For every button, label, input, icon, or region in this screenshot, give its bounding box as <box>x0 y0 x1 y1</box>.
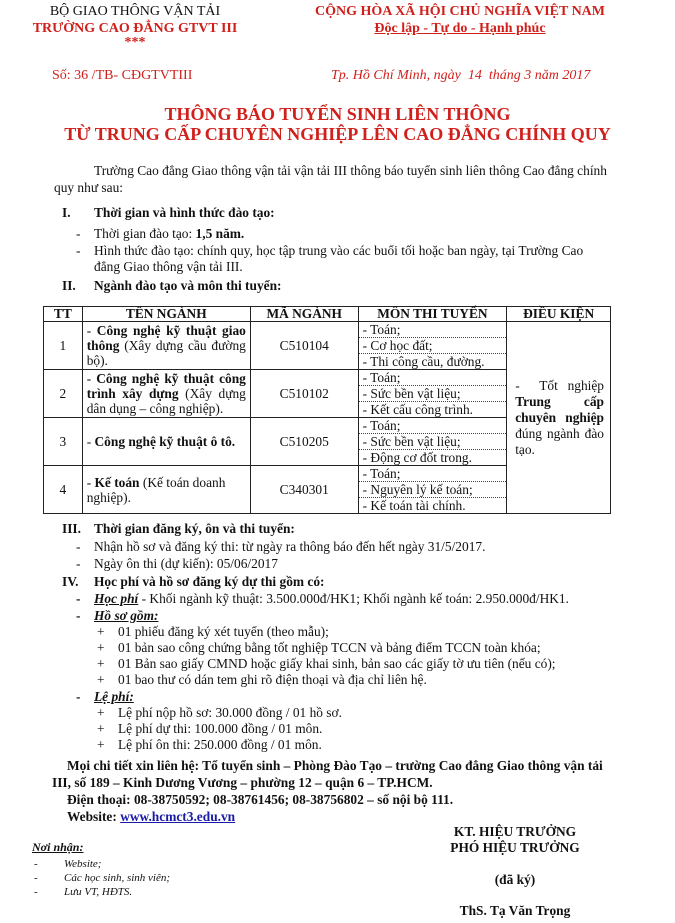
fee-item: Lệ phí ôn thi: 250.000 đồng / 01 môn. <box>118 737 322 752</box>
section4-heading: Học phí và hồ sơ đăng ký dự thi gồm có: <box>94 574 325 589</box>
training-form-line2: đẳng Giao thông vận tải III. <box>94 259 243 274</box>
training-duration-value: 1,5 năm. <box>195 226 245 241</box>
tuition-fee-text: - Khối ngành kỹ thuật: 3.500.000đ/HK1; Khối ngành kế toán: 2.950.000đ/HK1. <box>138 591 569 606</box>
subject-item: - Sức bền vật liệu; <box>359 434 507 450</box>
website-label: Website: <box>67 809 121 824</box>
exam-subjects <box>358 370 507 418</box>
program-name: - Công nghệ kỹ thuật giao thông (Xây dựng cầu đường bộ). <box>82 322 250 370</box>
plus-bullet: + <box>97 640 105 655</box>
row-number: 2 <box>44 370 83 418</box>
condition-level: Trung cấp chuyên nghiệp <box>515 393 604 425</box>
review-date: Ngày ôn thi (dự kiến): 05/06/2017 <box>94 556 278 571</box>
program-code: C510102 <box>250 370 358 418</box>
subject-item: - Toán; <box>359 370 507 386</box>
bullet-dash: - <box>76 556 81 571</box>
header-exam-subjects: MÔN THI TUYỂN <box>358 307 507 322</box>
program-code: C510104 <box>250 322 358 370</box>
contact-website <box>67 809 235 825</box>
document-item: 01 bao thư có dán tem ghi rõ điện thoại và địa chỉ liên hệ. <box>118 672 427 687</box>
section1-number: I. <box>62 205 71 220</box>
table-header-row <box>44 307 611 322</box>
program-name-main: Kế toán <box>94 474 140 490</box>
header-tt: TT <box>44 307 83 322</box>
program-name-detail: (Xây dựng dân dụng – công nghiệp). <box>86 386 246 416</box>
signer-role-2: PHÓ HIỆU TRƯỞNG <box>450 840 580 855</box>
subject-item: - Cơ học đất; <box>359 338 507 354</box>
bullet-dash: - <box>34 858 38 870</box>
program-code: C340301 <box>250 466 358 514</box>
row-number: 3 <box>44 418 83 466</box>
subject-item: - Kết cấu công trình. <box>362 402 474 417</box>
republic-name: CỘNG HÒA XÃ HỘI CHỦ NGHĨA VIỆT NAM <box>314 4 605 19</box>
bullet-dash: - <box>76 591 81 606</box>
plus-bullet: + <box>97 656 105 671</box>
registration-period: Nhận hồ sơ và đăng ký thi: từ ngày ra thông báo đến hết ngày 31/5/2017. <box>94 539 486 554</box>
tuition-fee <box>94 591 569 607</box>
subject-item: - Nguyên lý kế toán; <box>359 482 507 498</box>
subject-item: - Toán; <box>359 322 507 338</box>
signer-name: ThS. Tạ Văn Trọng <box>459 903 571 918</box>
ministry-name: BỘ GIAO THÔNG VẬN TẢI <box>49 4 221 19</box>
document-item: 01 phiếu đăng ký xét tuyển (theo mẫu); <box>118 624 329 639</box>
program-name: - Công nghệ kỹ thuật ô tô. <box>82 418 250 466</box>
website-link[interactable]: www.hcmct3.edu.vn <box>120 809 236 824</box>
exam-subjects <box>358 466 507 514</box>
bullet-dash: - <box>76 539 81 554</box>
fee-item: Lệ phí nộp hồ sơ: 30.000 đồng / 01 hồ sơ. <box>118 705 342 720</box>
notice-title-line2: TỪ TRUNG CẤP CHUYÊN NGHIỆP LÊN CAO ĐẲNG CHÍNH QUY <box>64 124 611 144</box>
section3-heading: Thời gian đăng ký, ôn và thi tuyển: <box>94 521 295 536</box>
program-name-main: Công nghệ kỹ thuật giao thông <box>86 323 246 353</box>
subject-item: - Sức bền vật liệu; <box>359 386 507 402</box>
program-name-main: Công nghệ kỹ thuật ô tô. <box>94 434 236 449</box>
subject-item: - Toán; <box>359 418 507 434</box>
bullet-dash: - <box>76 243 81 258</box>
bullet-dash: - <box>76 226 81 241</box>
section2-number: II. <box>62 278 76 293</box>
subject-item: - Kế toán tài chính. <box>362 498 466 513</box>
intro-line2: quy như sau: <box>54 180 123 195</box>
recipient-item: Website; <box>64 858 102 870</box>
subject-item: - Thi công cầu, đường. <box>362 354 485 369</box>
header-program-code: MÃ NGÀNH <box>250 307 358 322</box>
condition-prefix: Tốt nghiệp <box>539 377 605 393</box>
recipients-title: Nơi nhận: <box>32 840 84 854</box>
contact-line1: Mọi chi tiết xin liên hệ: Tổ tuyển sinh – Phòng Đào Tạo – trường Cao đẳng Giao thông vận tải <box>67 758 603 773</box>
row-number: 1 <box>44 322 83 370</box>
plus-bullet: + <box>97 672 105 687</box>
subject-item: - Động cơ đốt trong. <box>362 450 472 465</box>
recipient-item: Các học sinh, sinh viên; <box>64 872 171 884</box>
intro-line1: Trường Cao đẳng Giao thông vận tải vận tải III thông báo tuyển sinh liên thông Cao đẳng chính <box>94 163 607 178</box>
fees-label: Lệ phí: <box>94 689 134 704</box>
contact-phone: Điện thoại: 08-38750592; 08-38761456; 08-38756802 – số nội bộ 111. <box>67 792 454 807</box>
plus-bullet: + <box>97 624 105 639</box>
bullet-dash: - <box>76 689 81 704</box>
section3-number: III. <box>62 521 81 536</box>
signed-note: (đã ký) <box>494 872 536 887</box>
stars-divider: *** <box>124 35 146 50</box>
document-number: Số: 36 /TB- CĐGTVTIII <box>52 68 193 83</box>
school-name: TRƯỜNG CAO ĐẲNG GTVT III <box>32 21 238 36</box>
training-form-line1: Hình thức đào tạo: chính quy, học tập trung vào các buổi tối hoặc ban ngày, tại Trường Cao <box>94 243 584 258</box>
contact-line2: III, số 189 – Kinh Dương Vương – phường 12 – quận 6 – TP.HCM. <box>52 775 433 790</box>
training-duration <box>94 226 244 242</box>
plus-bullet: + <box>97 721 105 736</box>
program-name: - Công nghệ kỹ thuật công trình xây dựng (Xây dựng dân dụng – công nghiệp). <box>82 370 250 418</box>
program-code: C510205 <box>250 418 358 466</box>
exam-subjects <box>358 418 507 466</box>
program-name-detail: (Xây dựng cầu đường bộ). <box>86 338 246 368</box>
tuition-fee-label: Học phí <box>94 591 139 606</box>
recipient-item: Lưu VT, HĐTS. <box>64 886 133 898</box>
program-name-detail: (Kế toán doanh nghiệp). <box>86 474 226 505</box>
training-duration-label: Thời gian đào tạo: <box>94 226 196 241</box>
section4-number: IV. <box>62 574 79 589</box>
program-name: - Kế toán (Kế toán doanh nghiệp). <box>82 466 250 514</box>
signer-role-1: KT. HIỆU TRƯỞNG <box>453 824 577 839</box>
programs-table <box>43 306 611 514</box>
fee-item: Lệ phí dự thi: 100.000 đồng / 01 môn. <box>118 721 323 736</box>
document-item: 01 Bản sao giấy CMND hoặc giấy khai sinh, bản sao các giấy tờ ưu tiên (nếu có); <box>118 656 556 671</box>
table-row <box>44 322 611 370</box>
exam-subjects <box>358 322 507 370</box>
plus-bullet: + <box>97 737 105 752</box>
header-program-name: TÊN NGÀNH <box>82 307 250 322</box>
notice-title-line1: THÔNG BÁO TUYỂN SINH LIÊN THÔNG <box>164 104 511 124</box>
row-number: 4 <box>44 466 83 514</box>
section2-heading: Ngành đào tạo và môn thi tuyển: <box>94 278 282 293</box>
bullet-dash: - <box>34 872 38 884</box>
subject-item: - Toán; <box>359 466 507 482</box>
section1-heading: Thời gian và hình thức đào tạo: <box>94 205 275 220</box>
issue-date: Tp. Hồ Chí Minh, ngày 14 tháng 3 năm 2017 <box>331 68 591 83</box>
documents-label: Hồ sơ gồm: <box>94 608 159 623</box>
plus-bullet: + <box>97 705 105 720</box>
condition-rest: đúng ngành đào tạo. <box>515 425 604 457</box>
national-motto: Độc lập - Tự do - Hạnh phúc <box>374 21 546 36</box>
document-item: 01 bản sao công chứng bằng tốt nghiệp TCCN và bảng điểm TCCN toàn khóa; <box>118 640 541 655</box>
header-condition: ĐIỀU KIỆN <box>507 307 611 322</box>
bullet-dash: - <box>76 608 81 623</box>
program-name-main: Công nghệ kỹ thuật công trình xây dựng <box>86 371 246 401</box>
bullet-dash: - <box>34 886 38 898</box>
admission-condition: - Tốt nghiệp Trung cấp chuyên nghiệp đúng ngành đào tạo. <box>507 322 611 514</box>
